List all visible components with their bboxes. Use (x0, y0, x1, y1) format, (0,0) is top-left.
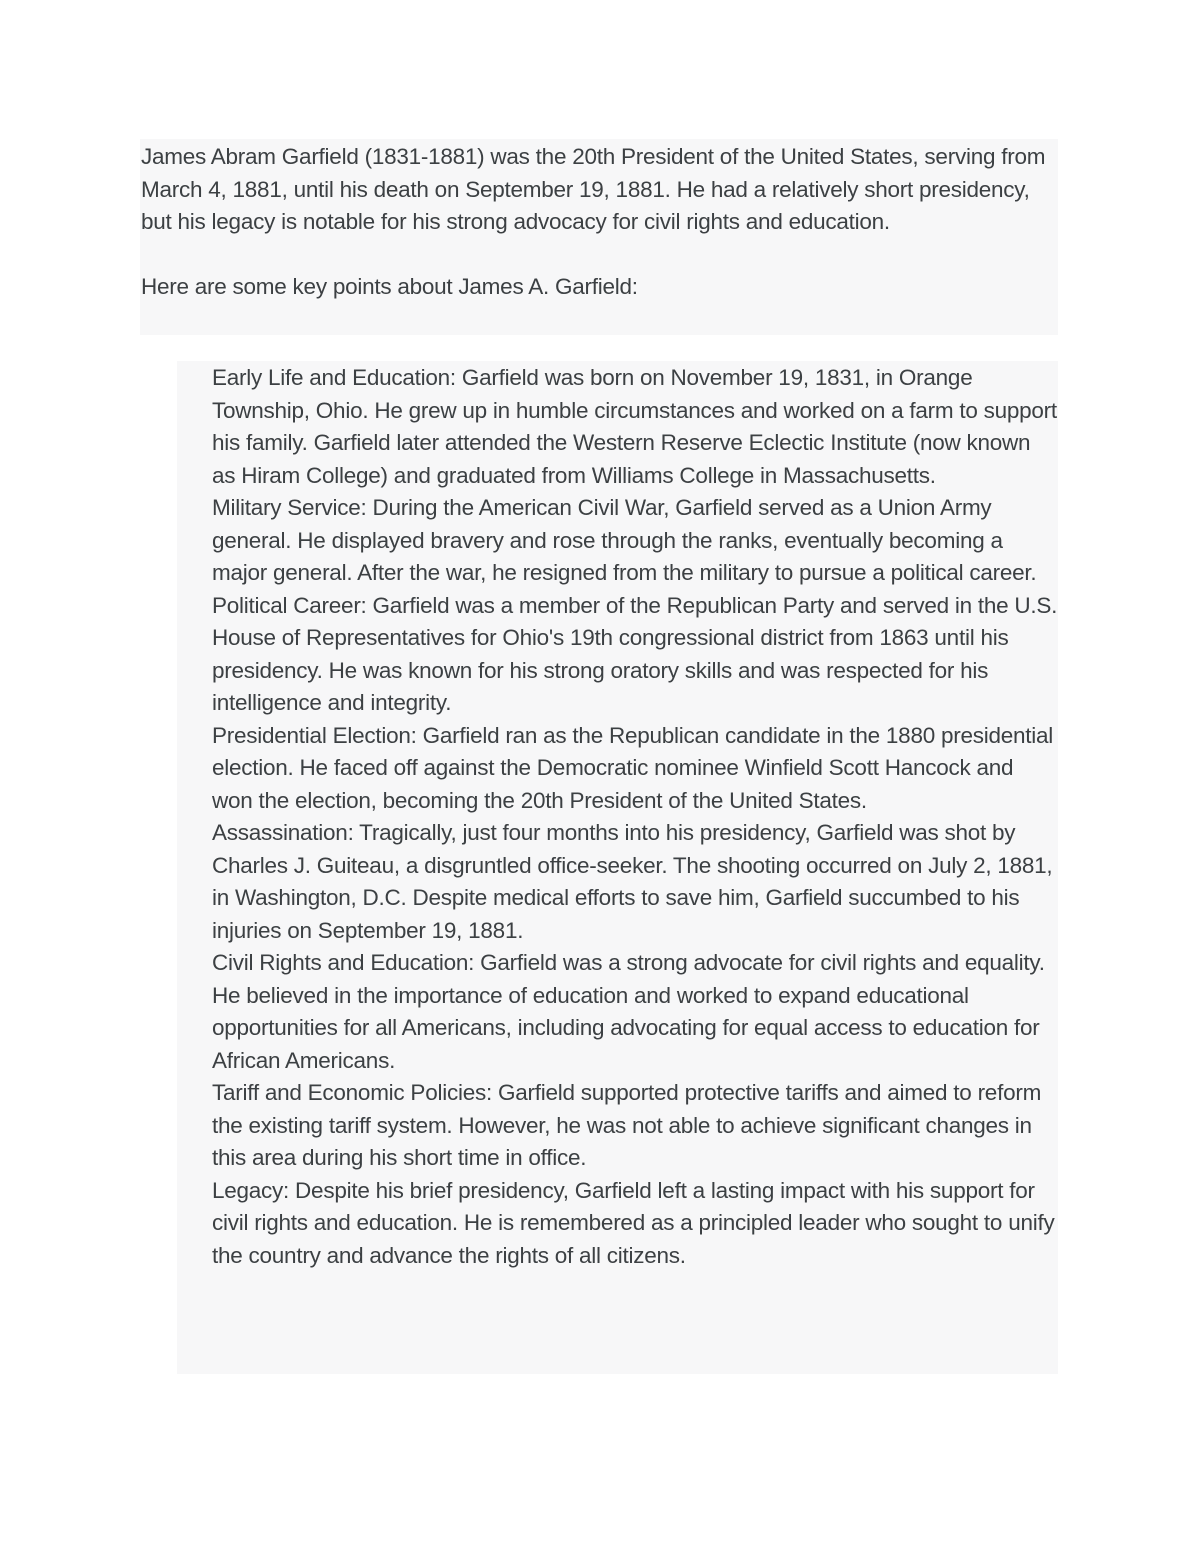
list-item: Assassination: Tragically, just four months into his presidency, Garfield was shot by Charles J. Guiteau, a disgruntled office-seeker. The shooting occurred on July 2, 1881, in Washington, D.C. Despite medical efforts to save him, Garfield succumbed to his injuries on September 19, 1881. (212, 820, 1053, 943)
list-item: Early Life and Education: Garfield was born on November 19, 1831, in Orange Township, Ohio. He grew up in humble circumstances and worked on a farm to support his family. Garfield later attended the Western Reserve Eclectic Institute (now known as Hiram College) and graduated from Williams College in Massachusetts. (212, 365, 1057, 488)
list-item: Presidential Election: Garfield ran as the Republican candidate in the 1880 presidential election. He faced off against the Democratic nominee Winfield Scott Hancock and won the election, becoming the 20th President of the United States. (212, 722, 1054, 813)
key-points-list (212, 362, 1058, 1272)
list-item: Tariff and Economic Policies: Garfield supported protective tariffs and aimed to reform the existing tariff system. However, he was not able to achieve significant changes in this area during his short time in office. (212, 1080, 1042, 1170)
key-points-block (177, 361, 1058, 1374)
list-item: Political Career: Garfield was a member of the Republican Party and served in the U.S. House of Representatives for Ohio's 19th congressional district from 1863 until his presidency. He was known for his strong oratory skills and was respected for his intelligence and integrity. (212, 592, 1058, 715)
list-item: Military Service: During the American Civil War, Garfield served as a Union Army general. He displayed bravery and rose through the ranks, eventually becoming a major general. After the war, he resigned from the military to pursue a political career. (212, 495, 1037, 585)
list-item: Civil Rights and Education: Garfield was a strong advocate for civil rights and equality. He believed in the importance of education and worked to expand educational opportunities for all Americans, including advocating for equal access to education for African Americans. (212, 950, 1045, 1073)
list-item: Legacy: Despite his brief presidency, Garfield left a lasting impact with his support for civil rights and education. He is remembered as a principled leader who sought to unify the country and advance the rights of all citizens. (212, 1177, 1055, 1268)
intro-block (140, 139, 1058, 335)
intro-paragraph: James Abram Garfield (1831-1881) was the 20th President of the United States, serving from March 4, 1881, until his death on September 19, 1881. He had a relatively short presidency, but his legacy is notable for his strong advocacy for civil rights and education. (141, 144, 1046, 234)
lead-paragraph: Here are some key points about James A. Garfield: (141, 273, 638, 299)
